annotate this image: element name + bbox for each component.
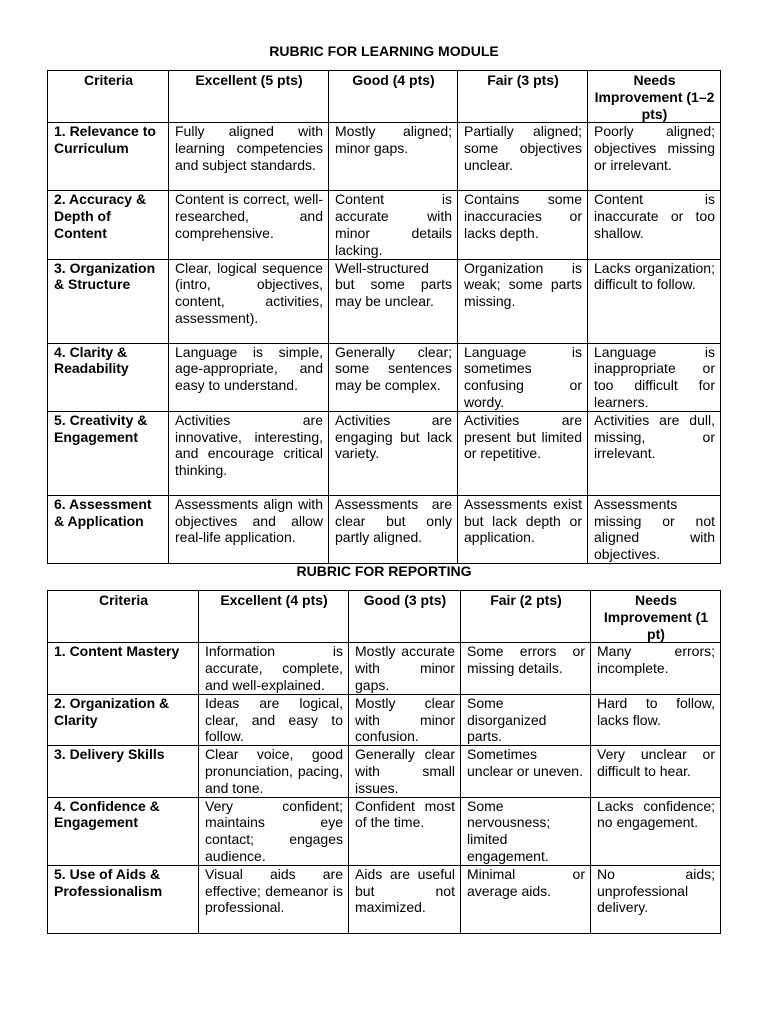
needs-improvement-cell: Content is inaccurate or too shallow. bbox=[588, 191, 721, 259]
table-row bbox=[48, 191, 721, 259]
excellent-cell: Assessments align with objectives and allow real-life application. bbox=[169, 495, 329, 563]
needs-improvement-cell: Poorly aligned; objectives missing or irrelevant. bbox=[588, 123, 721, 191]
criteria-cell: 5. Use of Aids & Professionalism bbox=[48, 865, 199, 933]
excellent-cell: Fully aligned with learning competencies and subject standards. bbox=[169, 123, 329, 191]
excellent-cell: Ideas are logical, clear, and easy to follow. bbox=[199, 694, 349, 745]
excellent-cell: Visual aids are effective; demeanor is professional. bbox=[199, 865, 349, 933]
criteria-cell: 3. Delivery Skills bbox=[48, 746, 199, 797]
table-row bbox=[48, 123, 721, 191]
table-header-row bbox=[48, 71, 721, 123]
fair-cell: Some errors or missing details. bbox=[461, 643, 591, 694]
excellent-cell: Clear voice, good pronunciation, pacing, and tone. bbox=[199, 746, 349, 797]
table-row bbox=[48, 643, 721, 694]
table-row bbox=[48, 495, 721, 563]
fair-cell: Sometimes unclear or uneven. bbox=[461, 746, 591, 797]
fair-cell: Minimal or average aids. bbox=[461, 865, 591, 933]
criteria-cell: 5. Creativity & Engagement bbox=[48, 411, 169, 495]
fair-cell: Assessments exist but lack depth or application. bbox=[458, 495, 588, 563]
good-cell: Generally clear; some sentences may be complex. bbox=[329, 343, 458, 411]
header-fair: Fair (2 pts) bbox=[461, 591, 591, 643]
needs-improvement-cell: Many errors; incomplete. bbox=[591, 643, 721, 694]
good-cell: Assessments are clear but only partly aligned. bbox=[329, 495, 458, 563]
header-good: Good (4 pts) bbox=[329, 71, 458, 123]
criteria-cell: 2. Accuracy & Depth of Content bbox=[48, 191, 169, 259]
table-row bbox=[48, 259, 721, 343]
header-needs-improvement: Needs Improvement (1–2 pts) bbox=[588, 71, 721, 123]
header-criteria: Criteria bbox=[48, 71, 169, 123]
excellent-cell: Clear, logical sequence (intro, objectives, content, activities, assessment). bbox=[169, 259, 329, 343]
needs-improvement-cell: Very unclear or difficult to hear. bbox=[591, 746, 721, 797]
criteria-cell: 2. Organization & Clarity bbox=[48, 694, 199, 745]
criteria-cell: 1. Relevance to Curriculum bbox=[48, 123, 169, 191]
fair-cell: Organization is weak; some parts missing. bbox=[458, 259, 588, 343]
excellent-cell: Content is correct, well-researched, and comprehensive. bbox=[169, 191, 329, 259]
needs-improvement-cell: No aids; unprofessional delivery. bbox=[591, 865, 721, 933]
good-cell: Generally clear with small issues. bbox=[349, 746, 461, 797]
table-row bbox=[48, 694, 721, 745]
table-row bbox=[48, 343, 721, 411]
table-row bbox=[48, 797, 721, 865]
good-cell: Confident most of the time. bbox=[349, 797, 461, 865]
reporting-rubric-table bbox=[47, 590, 721, 934]
criteria-cell: 6. Assessment & Application bbox=[48, 495, 169, 563]
learning-module-rubric-title: RUBRIC FOR LEARNING MODULE bbox=[269, 43, 499, 59]
learning-module-rubric-table bbox=[47, 70, 721, 564]
good-cell: Content is accurate with minor details lacking. bbox=[329, 191, 458, 259]
table-row bbox=[48, 746, 721, 797]
good-cell: Aids are useful but not maximized. bbox=[349, 865, 461, 933]
excellent-cell: Very confident; maintains eye contact; engages audience. bbox=[199, 797, 349, 865]
header-excellent: Excellent (4 pts) bbox=[199, 591, 349, 643]
fair-cell: Some disorganized parts. bbox=[461, 694, 591, 745]
fair-cell: Some nervousness; limited engagement. bbox=[461, 797, 591, 865]
needs-improvement-cell: Assessments missing or not aligned with objectives. bbox=[588, 495, 721, 563]
header-excellent: Excellent (5 pts) bbox=[169, 71, 329, 123]
fair-cell: Contains some inaccuracies or lacks depth. bbox=[458, 191, 588, 259]
good-cell: Mostly aligned; minor gaps. bbox=[329, 123, 458, 191]
excellent-cell: Language is simple, age-appropriate, and easy to understand. bbox=[169, 343, 329, 411]
needs-improvement-cell: Hard to follow, lacks flow. bbox=[591, 694, 721, 745]
fair-cell: Language is sometimes confusing or wordy. bbox=[458, 343, 588, 411]
criteria-cell: 4. Confidence & Engagement bbox=[48, 797, 199, 865]
needs-improvement-cell: Lacks organization; difficult to follow. bbox=[588, 259, 721, 343]
fair-cell: Activities are present but limited or repetitive. bbox=[458, 411, 588, 495]
criteria-cell: 1. Content Mastery bbox=[48, 643, 199, 694]
good-cell: Well-structured but some parts may be unclear. bbox=[329, 259, 458, 343]
table-header-row bbox=[48, 591, 721, 643]
reporting-rubric-title: RUBRIC FOR REPORTING bbox=[296, 563, 472, 579]
good-cell: Mostly clear with minor confusion. bbox=[349, 694, 461, 745]
excellent-cell: Information is accurate, complete, and well-explained. bbox=[199, 643, 349, 694]
header-good: Good (3 pts) bbox=[349, 591, 461, 643]
table-row bbox=[48, 411, 721, 495]
fair-cell: Partially aligned; some objectives unclear. bbox=[458, 123, 588, 191]
header-criteria: Criteria bbox=[48, 591, 199, 643]
needs-improvement-cell: Lacks confidence; no engagement. bbox=[591, 797, 721, 865]
criteria-cell: 4. Clarity & Readability bbox=[48, 343, 169, 411]
excellent-cell: Activities are innovative, interesting, and encourage critical thinking. bbox=[169, 411, 329, 495]
needs-improvement-cell: Language is inappropriate or too difficult for learners. bbox=[588, 343, 721, 411]
good-cell: Mostly accurate with minor gaps. bbox=[349, 643, 461, 694]
needs-improvement-cell: Activities are dull, missing, or irrelevant. bbox=[588, 411, 721, 495]
header-fair: Fair (3 pts) bbox=[458, 71, 588, 123]
header-needs-improvement: Needs Improvement (1 pt) bbox=[591, 591, 721, 643]
good-cell: Activities are engaging but lack variety. bbox=[329, 411, 458, 495]
table-row bbox=[48, 865, 721, 933]
criteria-cell: 3. Organization & Structure bbox=[48, 259, 169, 343]
